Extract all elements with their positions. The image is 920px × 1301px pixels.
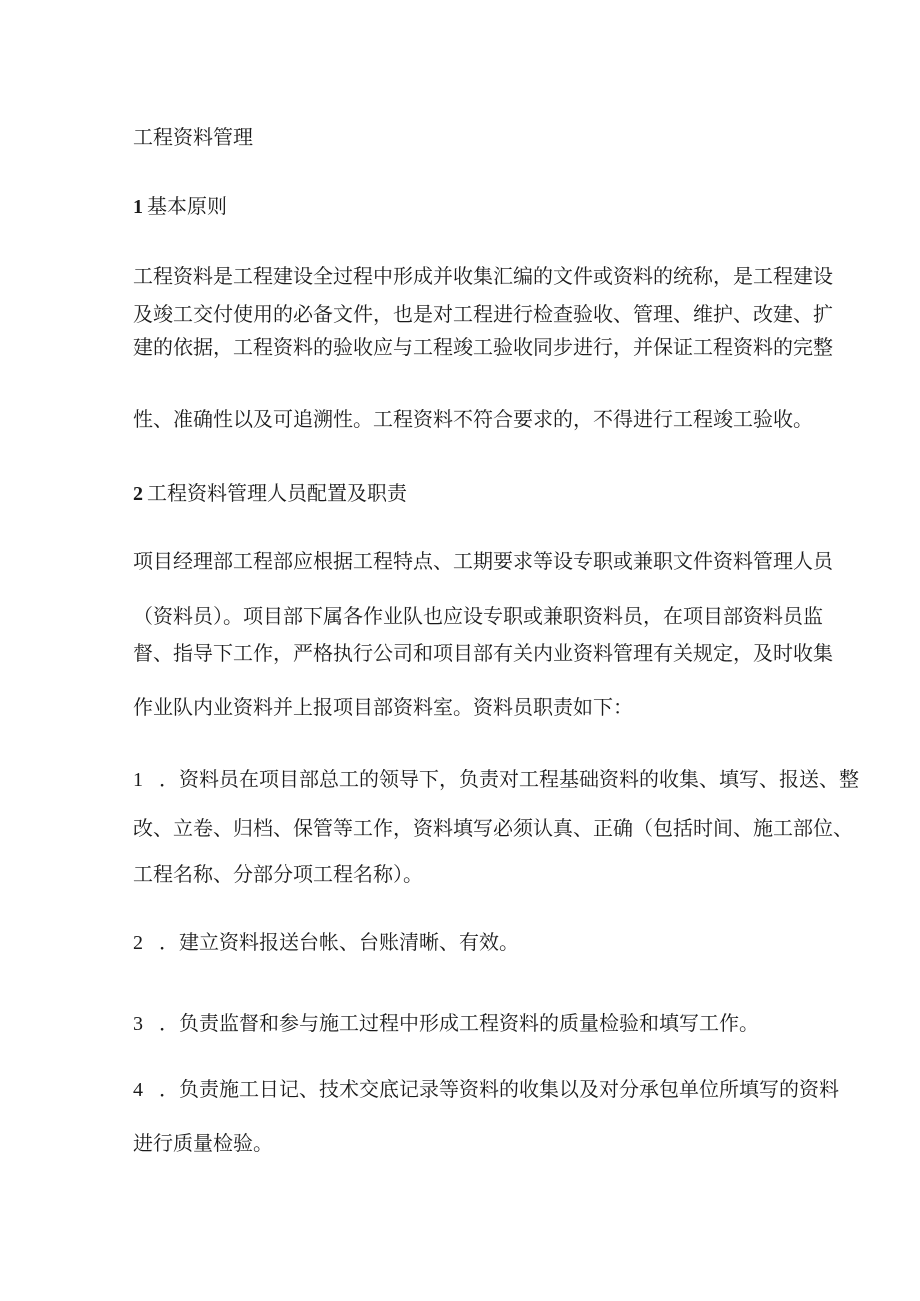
section-2-heading-text: 工程资料管理人员配置及职责 <box>147 481 407 505</box>
list-item-4-line: 进行质量检验。 <box>133 1131 273 1155</box>
section-1-heading-text: 基本原则 <box>147 194 227 218</box>
list-item-3-line <box>133 1009 759 1038</box>
section-2-number: 2 <box>133 483 143 505</box>
list-item-2-text: ．建立资料报送台帐、台账清晰、有效。 <box>159 930 519 954</box>
list-item-1-line <box>133 765 859 794</box>
list-item-3-number: 3 <box>133 1013 143 1035</box>
list-item-1-line: 改、立卷、归档、保管等工作，资料填写必须认真、正确（包括时间、施工部位、 <box>133 816 853 840</box>
list-item-2-line <box>133 928 519 957</box>
section-1-paragraph-line: 工程资料是工程建设全过程中形成并收集汇编的文件或资料的统称，是工程建设 <box>133 264 833 288</box>
section-1-number: 1 <box>133 196 143 218</box>
list-item-1-line: 工程名称、分部分项工程名称）。 <box>133 862 423 886</box>
list-item-4-number: 4 <box>133 1079 143 1101</box>
section-2-paragraph-line: 作业队内业资料并上报项目部资料室。资料员职责如下： <box>133 695 633 719</box>
list-item-2-number: 2 <box>133 932 143 954</box>
list-item-1-number: 1 <box>133 769 143 791</box>
section-1-paragraph-line: 及竣工交付使用的必备文件，也是对工程进行检查验收、管理、维护、改建、扩 <box>133 302 833 326</box>
section-2-paragraph-line: （资料员）。项目部下属各作业队也应设专职或兼职资料员，在项目部资料员监 <box>133 604 823 628</box>
list-item-4-text: ．负责施工日记、技术交底记录等资料的收集以及对分承包单位所填写的资料 <box>159 1077 839 1101</box>
section-1-paragraph-line: 建的依据，工程资料的验收应与工程竣工验收同步进行，并保证工程资料的完整 <box>133 335 833 359</box>
section-2-paragraph-line: 项目经理部工程部应根据工程特点、工期要求等设专职或兼职文件资料管理人员 <box>133 549 833 573</box>
section-1-paragraph-line: 性、准确性以及可追溯性。工程资料不符合要求的，不得进行工程竣工验收。 <box>133 407 813 431</box>
section-2-paragraph-line: 督、指导下工作，严格执行公司和项目部有关内业资料管理有关规定，及时收集 <box>133 641 833 665</box>
section-1-heading <box>133 192 227 221</box>
document-title: 工程资料管理 <box>133 125 253 149</box>
section-2-heading <box>133 479 407 508</box>
list-item-1-text: ．资料员在项目部总工的领导下，负责对工程基础资料的收集、填写、报送、整 <box>159 767 859 791</box>
list-item-4-line <box>133 1075 839 1104</box>
list-item-3-text: ．负责监督和参与施工过程中形成工程资料的质量检验和填写工作。 <box>159 1011 759 1035</box>
